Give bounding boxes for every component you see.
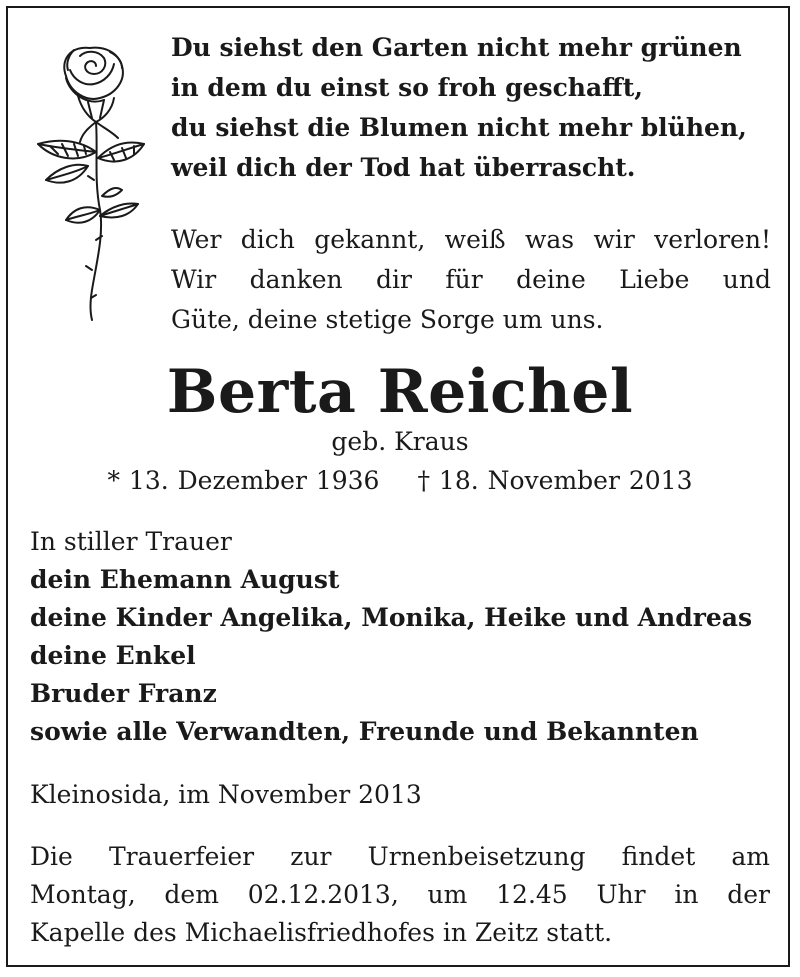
deceased-name: Berta Reichel xyxy=(166,357,634,427)
mourner-line: sowie alle Verwandten, Freunde und Bekannten xyxy=(30,717,699,746)
rose-icon xyxy=(30,40,150,325)
mourner-line: dein Ehemann August xyxy=(30,565,340,594)
mourners-intro: In stiller Trauer xyxy=(30,527,232,556)
mourner-line: deine Kinder Angelika, Monika, Heike und Andreas xyxy=(30,603,753,632)
ceremony-notice xyxy=(30,838,770,952)
birth-date: * 13. Dezember 1936 xyxy=(107,466,380,495)
poem-line: Wer dich gekannt, weiß was wir verloren! xyxy=(171,225,771,254)
life-dates xyxy=(0,461,800,501)
death-date: † 18. November 2013 xyxy=(417,466,693,495)
poem-line: Du siehst den Garten nicht mehr grünen xyxy=(171,33,742,62)
poem-line: in dem du einst so froh geschafft, xyxy=(171,73,643,102)
maiden-name: geb. Kraus xyxy=(331,427,469,456)
mourner-line: Bruder Franz xyxy=(30,679,217,708)
poem-line: du siehst die Blumen nicht mehr blühen, xyxy=(171,113,747,142)
poem-line: Güte, deine stetige Sorge um uns. xyxy=(171,305,604,334)
poem-line: Wir danken dir für deine Liebe und xyxy=(171,265,771,294)
mourner-line: deine Enkel xyxy=(30,641,196,670)
poem-line: weil dich der Tod hat überrascht. xyxy=(171,153,636,182)
ceremony-line: Die Trauerfeier zur Urnenbeisetzung findet am xyxy=(30,842,770,871)
poem-verse-bold xyxy=(171,28,776,188)
place-date: Kleinosida, im November 2013 xyxy=(30,780,422,809)
ceremony-line: Montag, dem 02.12.2013, um 12.45 Uhr in der xyxy=(30,880,770,909)
ceremony-line: Kapelle des Michaelisfriedhofes in Zeitz statt. xyxy=(30,918,613,947)
poem-verse-regular xyxy=(171,220,771,340)
mourners-list xyxy=(30,523,780,751)
